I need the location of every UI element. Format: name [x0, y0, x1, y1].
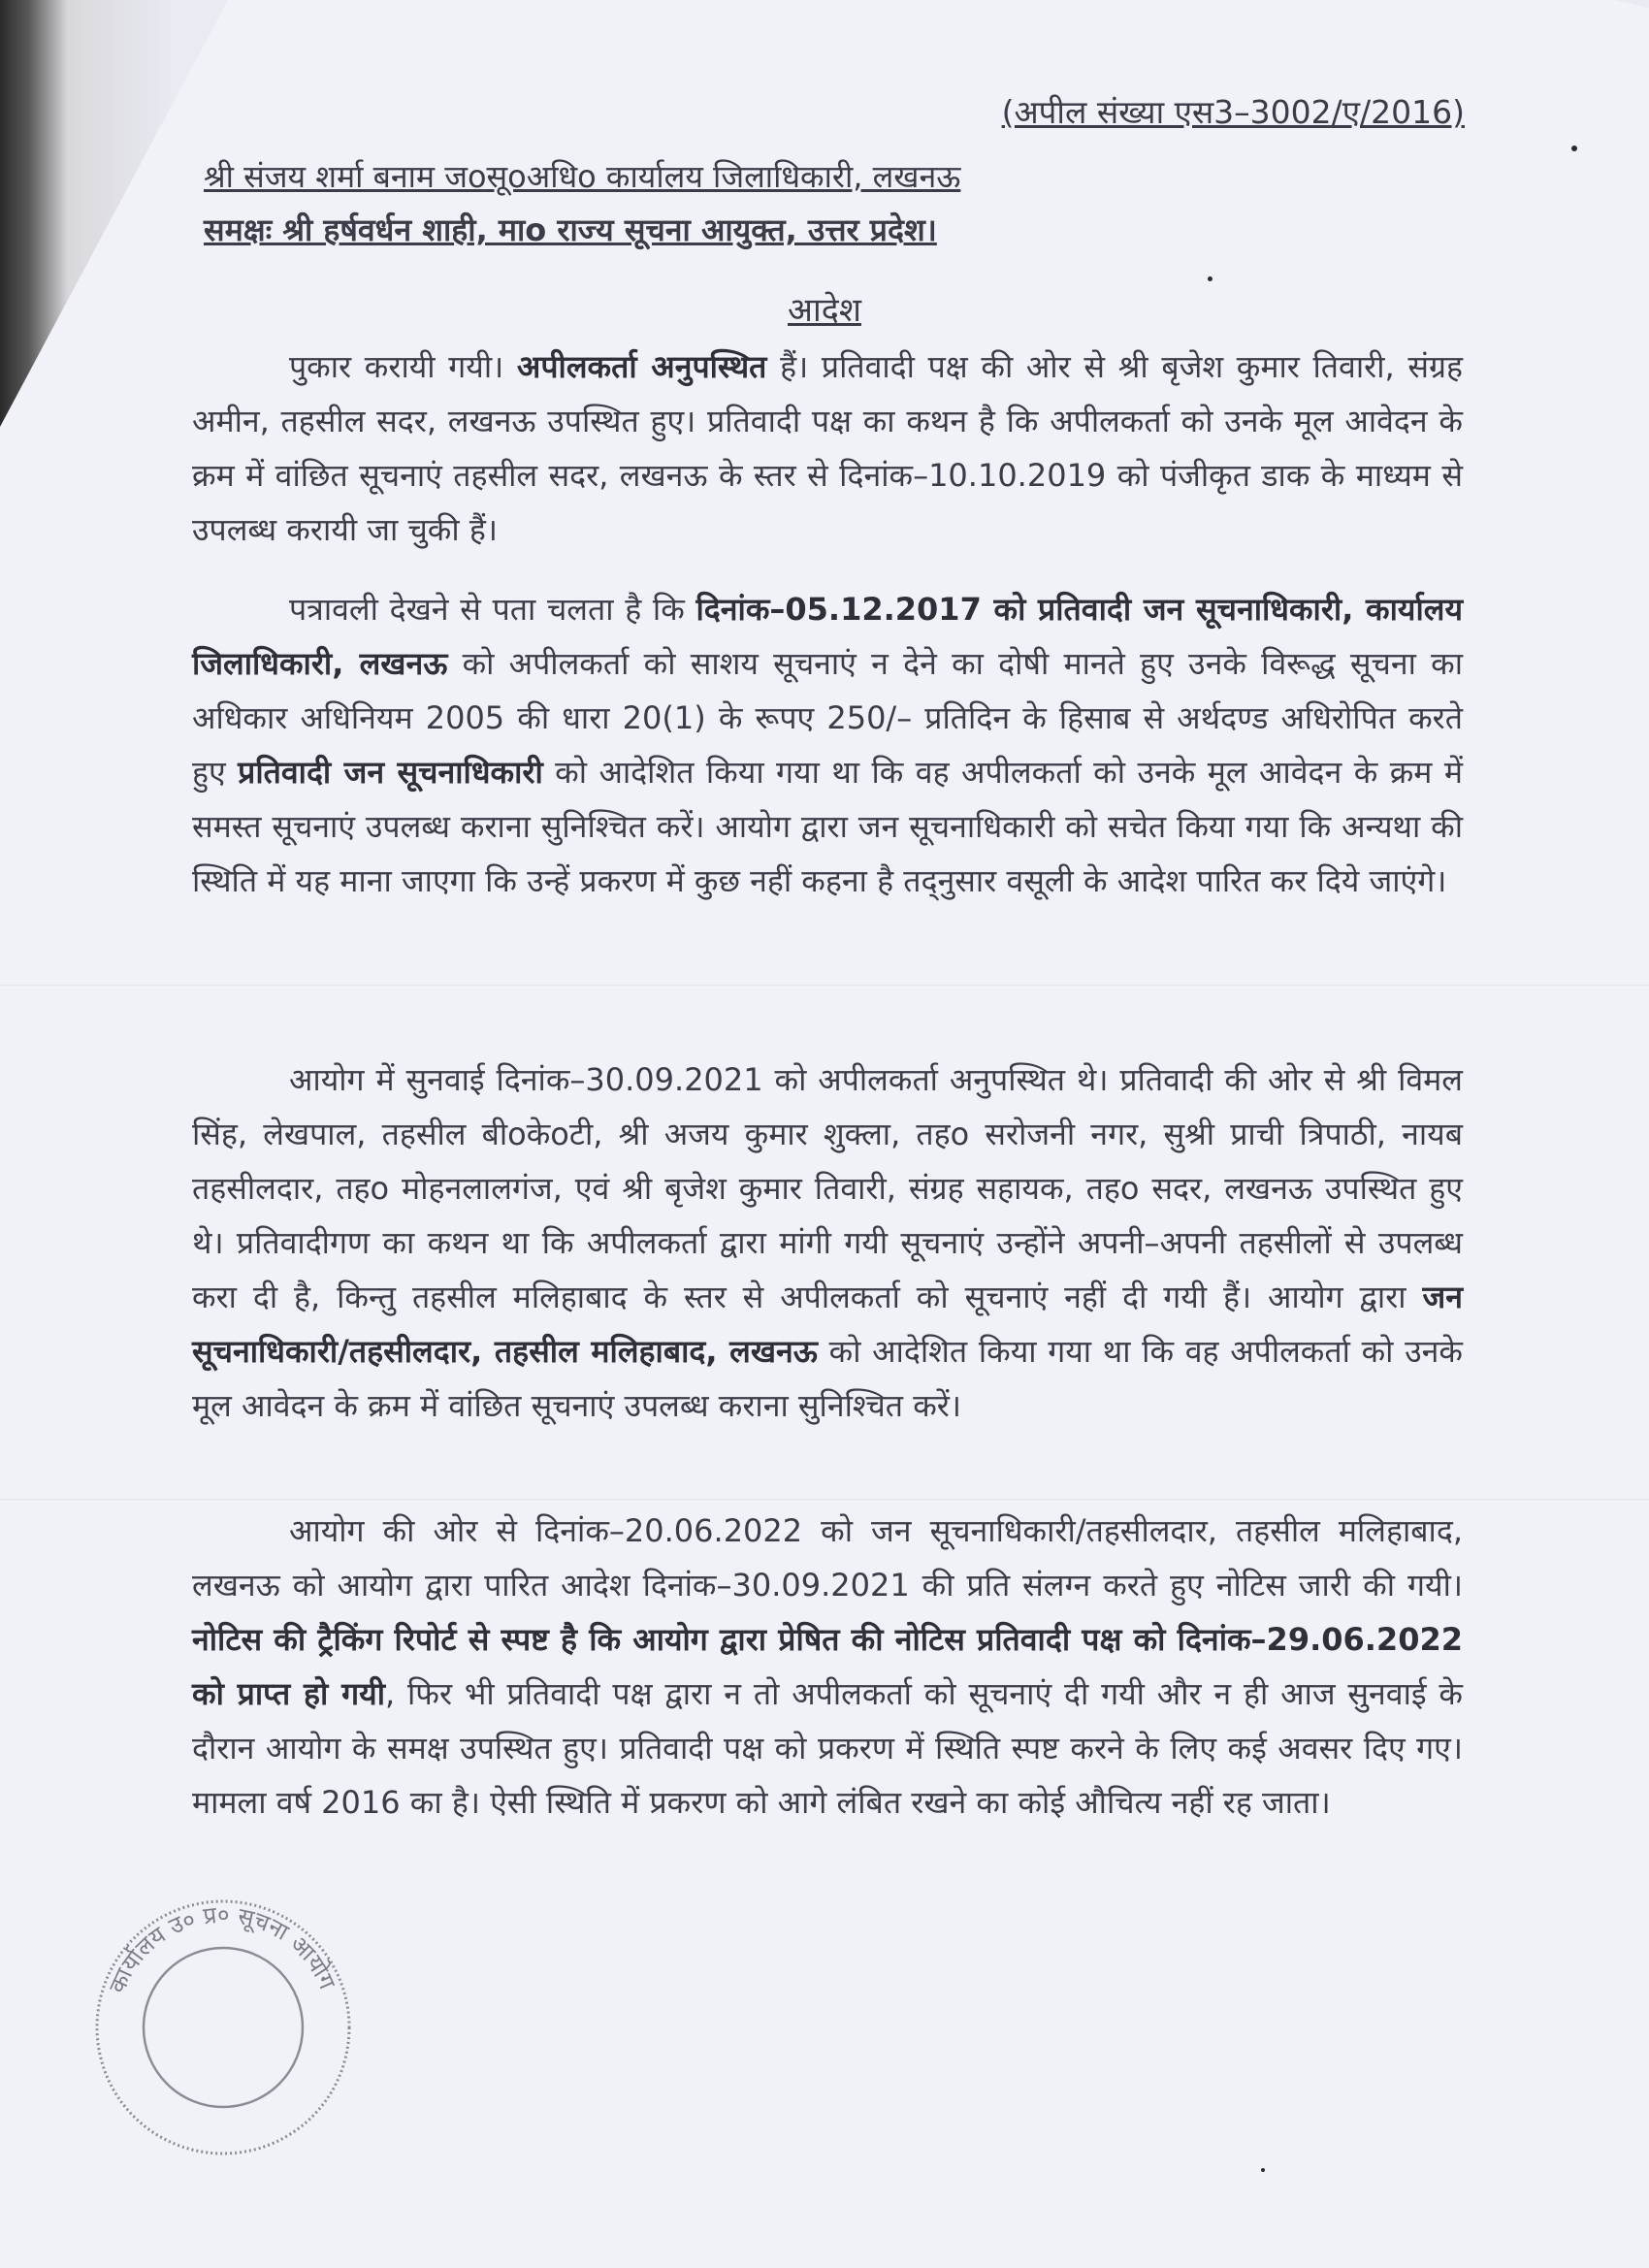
fold-crease: [0, 1499, 1649, 1502]
seal-inner-ring: [144, 1948, 303, 2107]
scan-speck: [1261, 2168, 1265, 2172]
para2-text-1: पत्रावली देखने से पता चलता है कि: [289, 591, 696, 628]
para1-text-2: हैं। प्रतिवादी पक्ष की ओर से श्री बृजेश कुमार तिवारी, संग्रह अमीन, तहसील सदर, लखनऊ उपस्थित हुए। प्रतिवादी पक्ष का कथन है कि अपीलकर्ता को उनके मूल आवेदन के क्रम में वांछित सूचनाएं तहसील सदर, लखनऊ के स्तर से दिनांक–10.10.2019 को पंजीकृत डाक के माध्यम से उपलब्ध करायी जा चुकी हैं।: [192, 348, 1463, 548]
para4-text-1: आयोग की ओर से दिनांक–20.06.2022 को जन सूचनाधिकारी/तहसीलदार, तहसील मलिहाबाद, लखनऊ को आयोग द्वारा पारित आदेश दिनांक–30.09.2021 की प्रति संलग्न करते हुए नोटिस जारी की गयी।: [192, 1512, 1463, 1604]
scan-speck: [1571, 146, 1577, 151]
para4-bold-1: नोटिस की ट्रैकिंग रिपोर्ट से स्पष्ट है कि आयोग द्वारा प्रेषित की नोटिस प्रतिवादी पक्ष को दिनांक–29.06.2022 को प्राप्त हो गयी: [192, 1621, 1463, 1712]
para2-text-2: को अपीलकर्ता को साशय सूचनाएं न देने का दोषी मानते हुए उनके विरूद्ध सूचना का अधिकार अधिनियम 2005 की धारा 20(1) के रूपए 250/– प्रतिदिन के हिसाब से अर्थदण्ड अधिरोपित करते हुए: [192, 645, 1463, 791]
para1-text-1: पुकार करायी गयी।: [289, 348, 517, 385]
fold-crease: [0, 985, 1649, 988]
paragraph-2: [192, 582, 1463, 908]
order-heading: आदेश: [788, 291, 861, 330]
para2-bold-1: दिनांक–05.12.2017 को प्रतिवादी जन सूचनाधिकारी, कार्यालय जिलाधिकारी, लखनऊ: [192, 591, 1463, 682]
seal-text: कार्यालय उ० प्र० सूचना आयोग: [103, 1900, 341, 1997]
para3-text-2: को आदेशित किया गया था कि वह अपीलकर्ता को उनके मूल आवेदन के क्रम में वांछित सूचनाएं उपलब्ध कराना सुनिश्चित करें।: [192, 1333, 1463, 1424]
paragraph-3: [192, 1053, 1463, 1433]
case-parties: श्री संजय शर्मा बनाम जoसूoअधिo कार्यालय जिलाधिकारी, लखनऊ: [204, 158, 961, 195]
para2-bold-2: प्रतिवादी जन सूचनाधिकारी: [238, 754, 543, 791]
para3-bold-1: जन सूचनाधिकारी/तहसीलदार, तहसील मलिहाबाद, लखनऊ: [192, 1279, 1463, 1370]
paragraph-1: [192, 340, 1463, 557]
para1-bold-1: अपीलकर्ता अनुपस्थित: [516, 348, 767, 385]
office-seal-stamp: [92, 1896, 354, 2158]
para4-text-2: , फिर भी प्रतिवादी पक्ष द्वारा न तो अपीलकर्ता को सूचनाएं दी गयी और न ही आज सुनवाई के दौरान आयोग के समक्ष उपस्थित हुए। प्रतिवादी पक्ष को प्रकरण में स्थिति स्पष्ट करने के लिए कई अवसर दिए गए। मामला वर्ष 2016 का है। ऐसी स्थिति में प्रकरण को आगे लंबित रखने का कोई औचित्य नहीं रह जाता।: [192, 1675, 1463, 1821]
appeal-number: (अपील संख्या एस3–3002/ए/2016): [1001, 93, 1465, 131]
para3-text-1: आयोग में सुनवाई दिनांक–30.09.2021 को अपीलकर्ता अनुपस्थित थे। प्रतिवादी की ओर से श्री विमल सिंह, लेखपाल, तहसील बीoकेoटी, श्री अजय कुमार शुक्ला, तहo सरोजनी नगर, सुश्री प्राची त्रिपाठी, नायब तहसीलदार, तहo मोहनलालगंज, एवं श्री बृजेश कुमार तिवारी, संग्रह सहायक, तहo सदर, लखनऊ उपस्थित हुए थे। प्रतिवादीगण का कथन था कि अपीलकर्ता द्वारा मांगी गयी सूचनाएं उन्होंने अपनी–अपनी तहसीलों से उपलब्ध करा दी है, किन्तु तहसील मलिहाबाद के स्तर से अपीलकर्ता को सूचनाएं नहीं दी गयी हैं। आयोग द्वारा: [192, 1061, 1463, 1315]
paragraph-4: [192, 1504, 1463, 1830]
before-commissioner: समक्षः श्री हर्षवर्धन शाही, माo राज्य सूचना आयुक्त, उत्तर प्रदेश।: [204, 211, 937, 248]
para2-text-3: को आदेशित किया गया था कि वह अपीलकर्ता को उनके मूल आवेदन के क्रम में समस्त सूचनाएं उपलब्ध कराना सुनिश्चित करें। आयोग द्वारा जन सूचनाधिकारी को सचेत किया गया कि अन्यथा की स्थिति में यह माना जाएगा कि उन्हें प्रकरण में कुछ नहीं कहना है तद्नुसार वसूली के आदेश पारित कर दिये जाएंगे।: [192, 754, 1463, 899]
scan-speck: [1208, 276, 1212, 281]
